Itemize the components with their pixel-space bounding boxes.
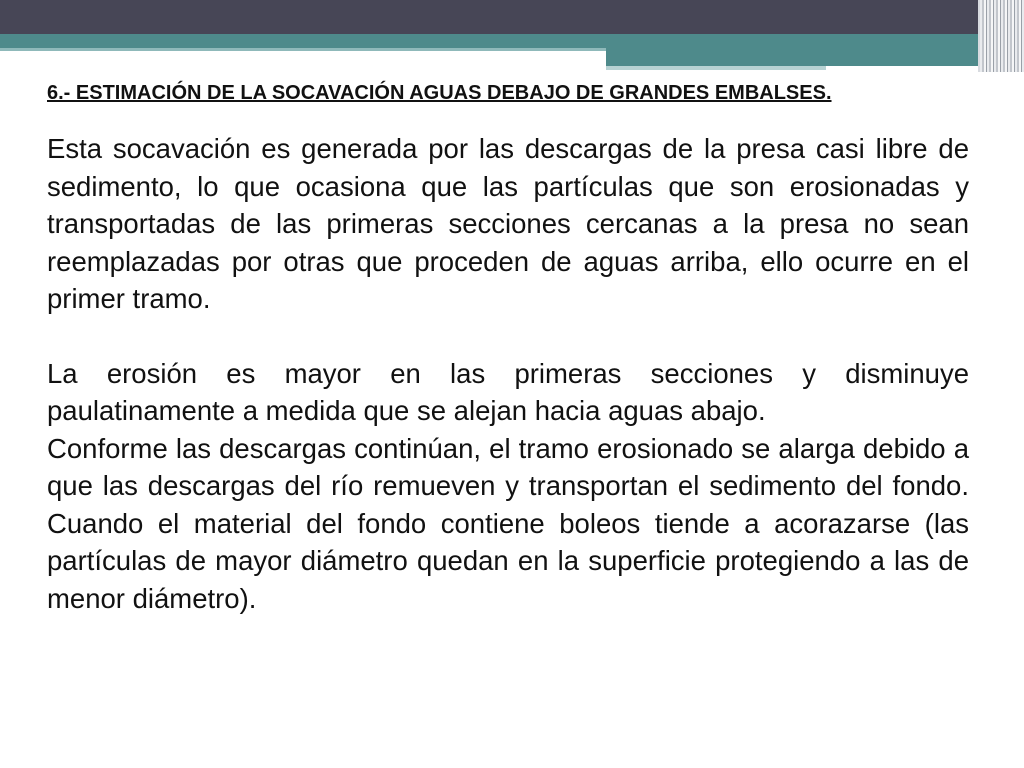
decorative-stripes [978, 0, 1024, 72]
header-banner-step-light [606, 66, 826, 70]
slide-content [47, 79, 969, 617]
header-banner-step [606, 48, 1024, 66]
paragraph-2: La erosión es mayor en las primeras secciones y disminuye paulatinamente a medida que se alejan hacia aguas abajo. [47, 357, 969, 426]
slide-heading: 6.- ESTIMACIÓN DE LA SOCAVACIÓN AGUAS DEBAJO DE GRANDES EMBALSES. [47, 82, 832, 104]
paragraph-spacer [47, 318, 969, 355]
paragraph-1: Esta socavación es generada por las descargas de la presa casi libre de sedimento, lo que ocasiona que las partículas que son erosionadas y transportadas de las primeras secciones cercanas a la presa no sean reemplazadas por otras que proceden de aguas arriba, ello ocurre en el primer tramo. [47, 133, 969, 314]
header-banner-light-line [0, 48, 606, 51]
header-banner-dark [0, 0, 1024, 34]
header-banner-teal [0, 34, 1024, 48]
paragraph-3: Conforme las descargas continúan, el tramo erosionado se alarga debido a que las descargas del río remueven y transportan el sedimento del fondo. Cuando el material del fondo contiene boleos tiende a acorazarse (las partículas de mayor diámetro quedan en la superficie protegiendo a las de menor diámetro). [47, 432, 969, 614]
